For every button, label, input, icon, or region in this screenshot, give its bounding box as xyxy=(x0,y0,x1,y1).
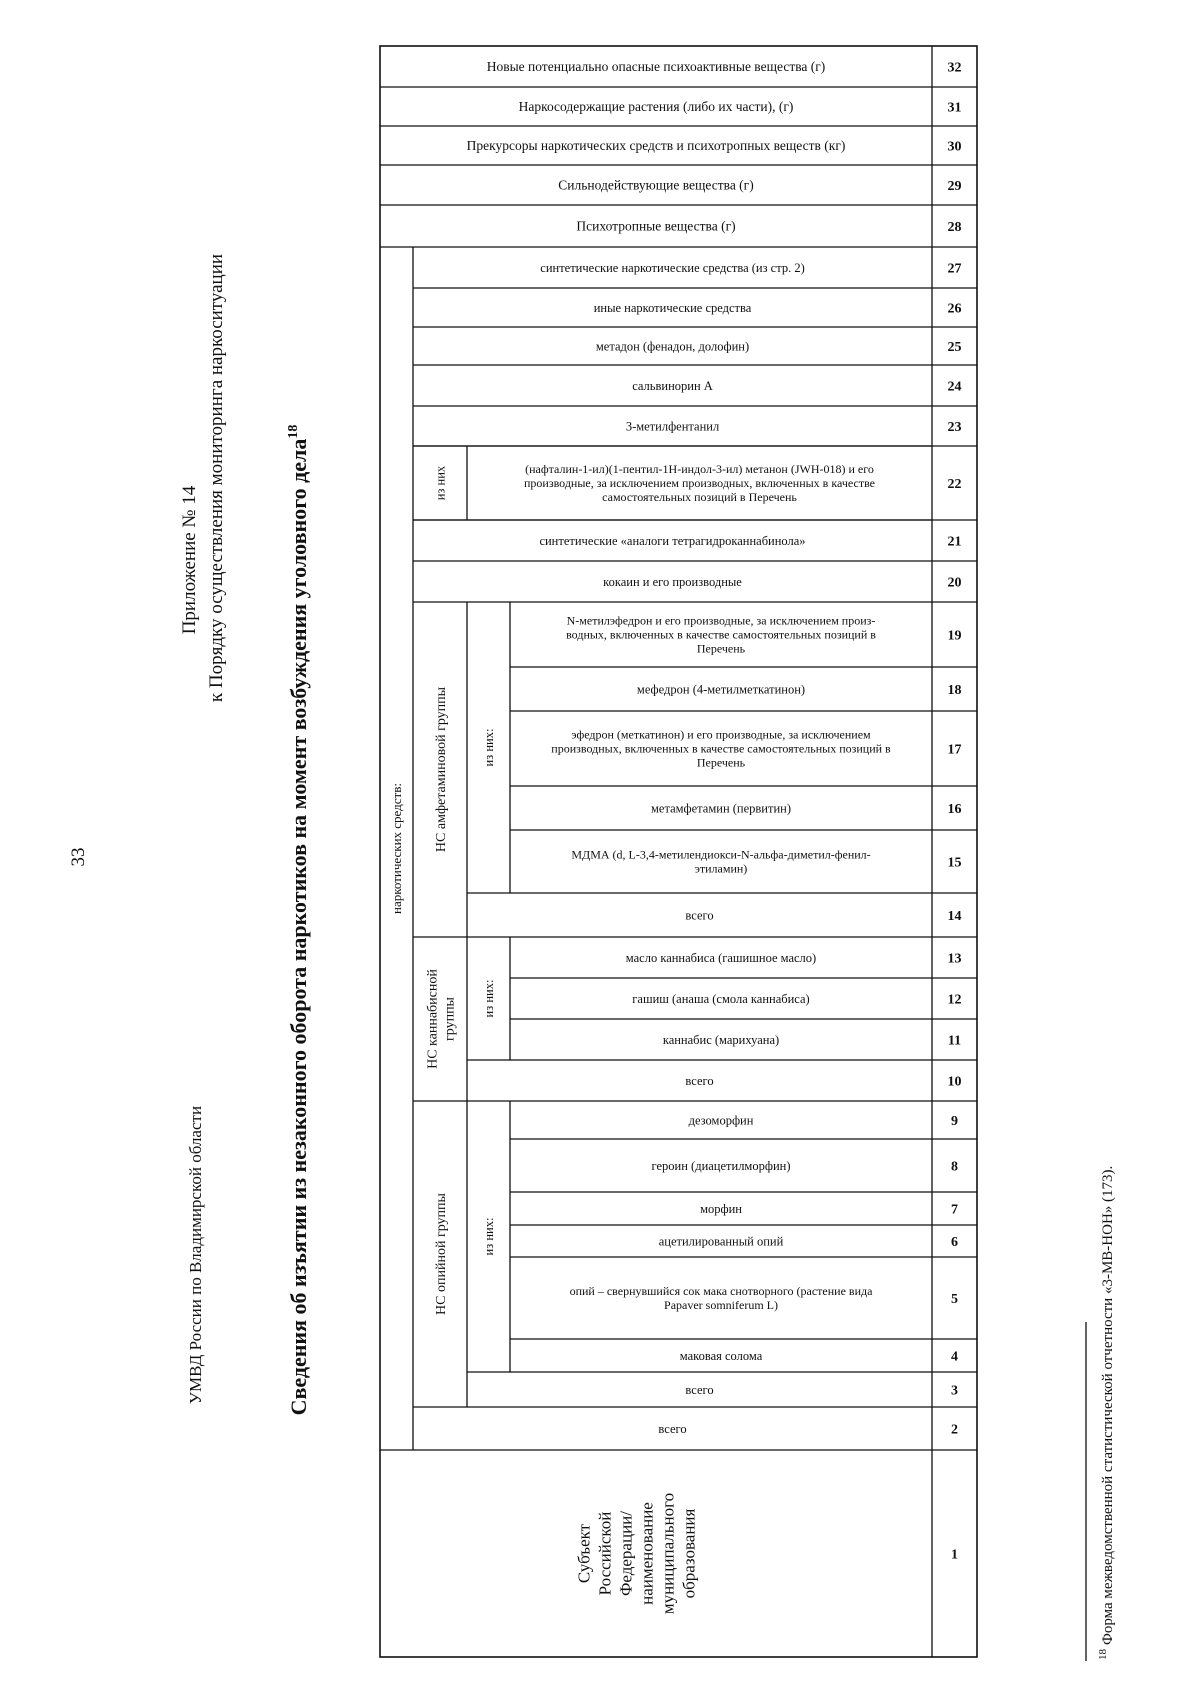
column-number-30 xyxy=(948,140,962,155)
page-number: 33 xyxy=(68,847,89,867)
column-number-4 xyxy=(951,1350,958,1365)
column-number-12 xyxy=(948,993,962,1008)
column-12-label: гашиш (анаша (смола каннабиса) xyxy=(632,991,810,1006)
column-number-31 xyxy=(948,101,962,116)
column-number-14 xyxy=(948,909,962,924)
ministry-group xyxy=(186,1106,205,1404)
main-title-footnote-mark: 18 xyxy=(286,424,301,439)
column-9-header xyxy=(689,1113,754,1127)
column-number-28 xyxy=(948,220,962,235)
column-number-9 xyxy=(951,1114,958,1129)
page-number-group xyxy=(68,848,89,867)
main-title xyxy=(286,425,311,1416)
footnote-mark: 18 xyxy=(1097,1649,1109,1660)
column-number-3 xyxy=(951,1384,958,1399)
column-number-label: 10 xyxy=(947,1074,962,1090)
column-number-label: 3 xyxy=(951,1383,958,1399)
column-30-header xyxy=(467,138,846,153)
column-4-label: маковая солома xyxy=(679,1348,763,1363)
column-number-10 xyxy=(948,1075,962,1090)
column-21-header xyxy=(539,534,805,548)
column-17-header xyxy=(551,728,891,770)
column-11-header xyxy=(663,1033,779,1047)
column-number-label: 15 xyxy=(947,855,962,871)
column-23-label: 3-метилфентанил xyxy=(625,419,720,434)
column-15-label: МДМА (d, L-3,4-метилендиокси-N-альфа-диметил-фенил-этиламин) xyxy=(571,847,871,876)
column-25-label: метадон (фенадон, долофин) xyxy=(595,339,750,354)
column-number-label: 16 xyxy=(947,802,962,817)
cannabis-of-them: из них: xyxy=(481,979,496,1018)
column-number-20 xyxy=(948,576,962,591)
column-number-label: 28 xyxy=(947,220,962,235)
opium-group-header: НС опийной группы xyxy=(433,1193,449,1315)
column-27-header xyxy=(540,261,804,275)
column-number-21 xyxy=(948,535,962,550)
column-24-header xyxy=(632,379,713,393)
column-number-label: 8 xyxy=(951,1159,958,1175)
column-number-15 xyxy=(948,856,962,871)
column-number-5 xyxy=(951,1292,958,1307)
column-28-header xyxy=(576,219,735,234)
column-number-29 xyxy=(948,179,962,194)
column-12-header xyxy=(632,992,809,1006)
column-25-header xyxy=(596,339,749,353)
column-number-label: 11 xyxy=(947,1033,962,1049)
column-29-label: Сильнодействующие вещества (г) xyxy=(558,177,754,193)
column-3-header xyxy=(685,1383,713,1397)
column-31-header xyxy=(519,99,794,114)
column-32-header xyxy=(487,59,826,74)
column-number-label: 20 xyxy=(947,575,962,591)
column-number-label: 24 xyxy=(947,379,962,395)
column-27-label: синтетические наркотические средства (из стр. 2) xyxy=(540,260,805,275)
column-number-13 xyxy=(948,952,962,967)
column-16-label: метамфетамин (первитин) xyxy=(650,801,792,816)
column-number-label: 9 xyxy=(951,1114,958,1129)
column-29-header xyxy=(558,178,753,193)
column-22-header xyxy=(524,462,875,504)
amphetamine-group-header: НС амфетаминовой группы xyxy=(433,686,449,853)
column-26-header xyxy=(594,301,752,315)
column-number-label: 7 xyxy=(951,1202,958,1218)
column-number-label: 21 xyxy=(947,534,962,550)
column-number-label: 19 xyxy=(947,628,962,644)
column-26-label: иные наркотические средства xyxy=(593,300,752,315)
column-11-label: каннабис (марихуана) xyxy=(662,1032,780,1047)
column-14-header xyxy=(685,908,713,922)
column-22-label: (нафталин-1-ил)(1-пентил-1Н-индол-3-ил) метанон (JWH-018) и его производные, за исключением производных, включенных в качестве самостоятельных позиций в Перечень xyxy=(524,462,875,505)
column-2-label: всего xyxy=(658,1421,687,1436)
column-number-label: 1 xyxy=(951,1547,958,1563)
column-24-label: сальвинорин А xyxy=(632,378,713,393)
column-number-label: 32 xyxy=(947,60,962,76)
column-number-label: 29 xyxy=(947,179,962,194)
appendix-title: Приложение № 14 xyxy=(179,485,200,635)
column-number-label: 2 xyxy=(951,1422,958,1438)
column-number-32 xyxy=(948,61,962,76)
column-number-label: 23 xyxy=(947,420,962,435)
column-9-label: дезоморфин xyxy=(688,1113,754,1128)
column-17-label: эфедрон (меткатинон) и его производные, за исключением производных, включенных в качестве самостоятельных позиций в Перечень xyxy=(551,727,891,770)
column-number-11 xyxy=(948,1034,961,1049)
column-number-22 xyxy=(948,477,962,492)
column-13-header xyxy=(626,951,816,965)
jwh-of-them: из них xyxy=(433,465,448,501)
column-number-8 xyxy=(951,1160,958,1175)
column-14-label: всего xyxy=(685,908,714,923)
column-number-18 xyxy=(948,683,962,698)
column-5-header xyxy=(570,1284,874,1312)
column-number-6 xyxy=(951,1235,958,1250)
column-number-label: 26 xyxy=(947,301,962,317)
column-number-label: 22 xyxy=(947,477,962,492)
table-text xyxy=(389,59,961,1614)
column-number-27 xyxy=(948,262,962,277)
column-number-label: 12 xyxy=(947,992,962,1008)
column-18-header xyxy=(637,682,805,696)
column-number-label: 18 xyxy=(947,683,962,698)
column-31-label: Наркосодержащие растения (либо их части), (г) xyxy=(518,99,794,115)
column-number-label: 4 xyxy=(951,1349,958,1365)
column-13-label: масло каннабиса (гашишное масло) xyxy=(625,950,817,965)
column-number-label: 14 xyxy=(947,909,962,924)
cannabis-group-header: НС каннабисной группы xyxy=(425,969,458,1069)
column-number-16 xyxy=(948,802,962,817)
opium-of-them: из них: xyxy=(481,1217,496,1256)
column-number-label: 27 xyxy=(947,261,962,277)
appendix-group xyxy=(179,485,200,634)
amphetamine-of-them: из них: xyxy=(481,728,496,767)
footnote-text: Форма межведомственной статистической отчетности «3-МВ-НОН» (173). xyxy=(1100,1165,1116,1645)
column-number-label: 6 xyxy=(951,1235,958,1250)
ministry-name: УМВД России по Владимирской области xyxy=(186,1105,205,1405)
narcotics-group-header: наркотических средств: xyxy=(389,783,405,914)
column-6-label: ацетилированный опий xyxy=(658,1234,784,1249)
main-title-text: Сведения об изъятии из незаконного оборота наркотиков на момент возбуждения уголовного дела xyxy=(286,438,311,1416)
column-21-label: синтетические «аналоги тетрагидроканнабинола» xyxy=(539,533,806,548)
column-7-header xyxy=(700,1202,742,1216)
column-number-17 xyxy=(948,743,962,758)
column-number-label: 25 xyxy=(947,340,962,355)
column-18-label: мефедрон (4-метилметкатинон) xyxy=(636,682,806,697)
column-number-label: 17 xyxy=(947,742,962,758)
column-2-header xyxy=(658,1422,686,1436)
column-number-25 xyxy=(948,340,962,355)
column-3-label: всего xyxy=(685,1382,714,1397)
main-title-group xyxy=(286,425,311,1416)
column-20-label: кокаин и его производные xyxy=(603,574,742,589)
column-number-19 xyxy=(948,629,962,644)
column-number-23 xyxy=(948,420,962,435)
appendix-subtitle: к Порядку осуществления мониторинга наркоситуации xyxy=(206,253,227,703)
column-number-24 xyxy=(948,380,962,395)
column-20-header xyxy=(603,575,742,589)
column-5-label: опий – свернувшийся сок мака снотворного (растение вида Papaver somniferum L) xyxy=(569,1284,873,1313)
column-30-label: Прекурсоры наркотических средств и психотропных веществ (кг) xyxy=(466,138,846,154)
column-6-header xyxy=(659,1234,784,1248)
column-number-26 xyxy=(948,302,962,317)
column-10-label: всего xyxy=(685,1073,714,1088)
column-number-7 xyxy=(951,1203,958,1218)
column-19-header xyxy=(566,614,876,656)
column-15-header xyxy=(571,848,870,876)
column-number-label: 30 xyxy=(947,139,962,155)
column-number-label: 5 xyxy=(951,1292,958,1307)
subject-header: Субъект Российской Федерации/ наименование муниципального образования xyxy=(574,1492,699,1615)
column-7-label: морфин xyxy=(700,1201,742,1216)
data-table xyxy=(380,46,977,1657)
column-number-2 xyxy=(951,1423,958,1438)
column-23-header xyxy=(626,419,719,433)
column-10-header xyxy=(685,1074,713,1088)
column-19-label: N-метилэфедрон и его производные, за исключением произ-водных, включенных в качестве самостоятельных позиций в Перечень xyxy=(566,613,876,656)
column-8-label: героин (диацетилморфин) xyxy=(651,1158,791,1173)
footnote-group xyxy=(1097,1166,1116,1660)
column-number-label: 13 xyxy=(947,951,962,967)
column-4-header xyxy=(680,1349,763,1363)
column-8-header xyxy=(652,1159,791,1173)
column-number-label: 31 xyxy=(947,100,962,116)
column-32-label: Новые потенциально опасные психоактивные вещества (г) xyxy=(486,59,826,75)
column-16-header xyxy=(651,801,791,815)
appendix-subtitle-group xyxy=(206,254,227,702)
footnote xyxy=(1097,1166,1116,1660)
column-number-1 xyxy=(951,1548,958,1563)
column-28-label: Психотропные вещества (г) xyxy=(576,218,736,234)
